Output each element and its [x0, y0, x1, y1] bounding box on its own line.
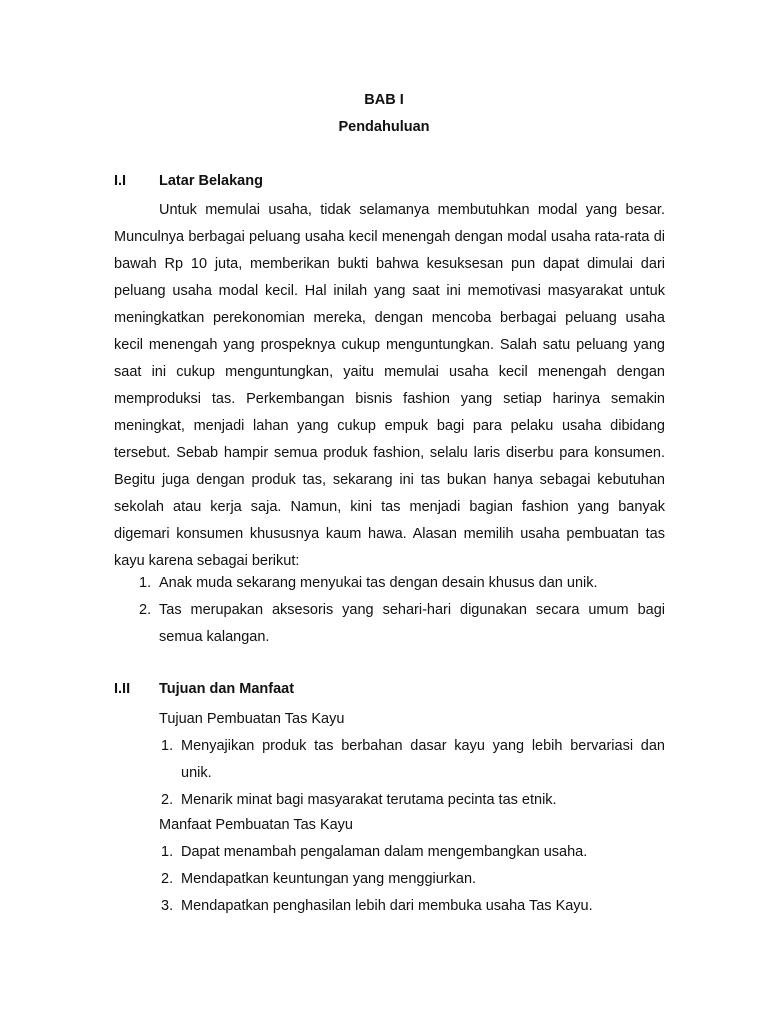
- chapter-number: BAB I: [364, 92, 404, 108]
- list-number: 2.: [161, 792, 174, 808]
- chapter-title: Pendahuluan: [338, 119, 430, 135]
- list-number: 1.: [161, 738, 174, 754]
- section-number: I.I: [114, 173, 127, 189]
- list-text: Mendapatkan keuntungan yang menggiurkan.: [181, 871, 477, 887]
- list-text: Menyajikan produk tas berbahan dasar kayu yang lebih bervariasi dan unik.: [181, 738, 665, 781]
- list-number: 2.: [161, 871, 174, 887]
- list-number: 3.: [161, 898, 174, 914]
- goals-list: [161, 733, 665, 814]
- list-number: 1.: [139, 575, 152, 591]
- list-number: 1.: [161, 844, 174, 860]
- list-text: Tas merupakan aksesoris yang sehari-hari digunakan secara umum bagi semua kalangan.: [159, 602, 665, 645]
- reasons-list: [139, 570, 665, 651]
- list-text: Anak muda sekarang menyukai tas dengan desain khusus dan unik.: [159, 575, 598, 591]
- section-title: Latar Belakang: [159, 173, 263, 189]
- list-item: [161, 733, 665, 787]
- list-item: [161, 893, 665, 920]
- list-number: 2.: [139, 602, 152, 618]
- list-text: Mendapatkan penghasilan lebih dari membuka usaha Tas Kayu.: [181, 898, 593, 914]
- goal-heading: Tujuan Pembuatan Tas Kayu: [159, 711, 345, 727]
- list-item: [161, 839, 665, 866]
- background-paragraph: Untuk memulai usaha, tidak selamanya membutuhkan modal yang besar. Munculnya berbagai peluang usaha kecil menengah dengan modal usaha rata-rata di bawah Rp 10 juta, memberikan bukti bahwa kesuksesan pun dapat dimulai dari peluang usaha modal kecil. Hal inilah yang saat ini memotivasi masyarakat untuk meningkatkan perekonomian mereka, dengan mencoba berbagai peluang usaha kecil menengah yang prospeknya cukup menguntungkan. Salah satu peluang yang saat ini cukup menguntungkan, yaitu memulai usaha kecil menengah dengan memproduksi tas. Perkembangan bisnis fashion yang setiap harinya semakin meningkat, menjadi lahan yang cukup empuk bagi para pelaku usaha dibidang tersebut. Sebab hampir semua produk fashion, selalu laris diserbu para konsumen. Begitu juga dengan produk tas, sekarang ini tas bukan hanya sebagai kebutuhan sekolah atau kerja saja. Namun, kini tas menjadi bagian fashion yang banyak digemari konsumen khususnya kaum hawa. Alasan memilih usaha pembuatan tas kayu karena sebagai berikut:: [114, 202, 665, 569]
- list-item: [139, 570, 665, 597]
- benefits-list: [161, 839, 665, 920]
- section-title: Tujuan dan Manfaat: [159, 681, 295, 697]
- benefit-heading: Manfaat Pembuatan Tas Kayu: [159, 817, 353, 833]
- list-item: [139, 597, 665, 651]
- list-item: [161, 866, 665, 893]
- list-item: [161, 787, 665, 814]
- list-text: Menarik minat bagi masyarakat terutama pecinta tas etnik.: [181, 792, 557, 808]
- list-text: Dapat menambah pengalaman dalam mengembangkan usaha.: [181, 844, 588, 860]
- section-number: I.II: [114, 681, 131, 697]
